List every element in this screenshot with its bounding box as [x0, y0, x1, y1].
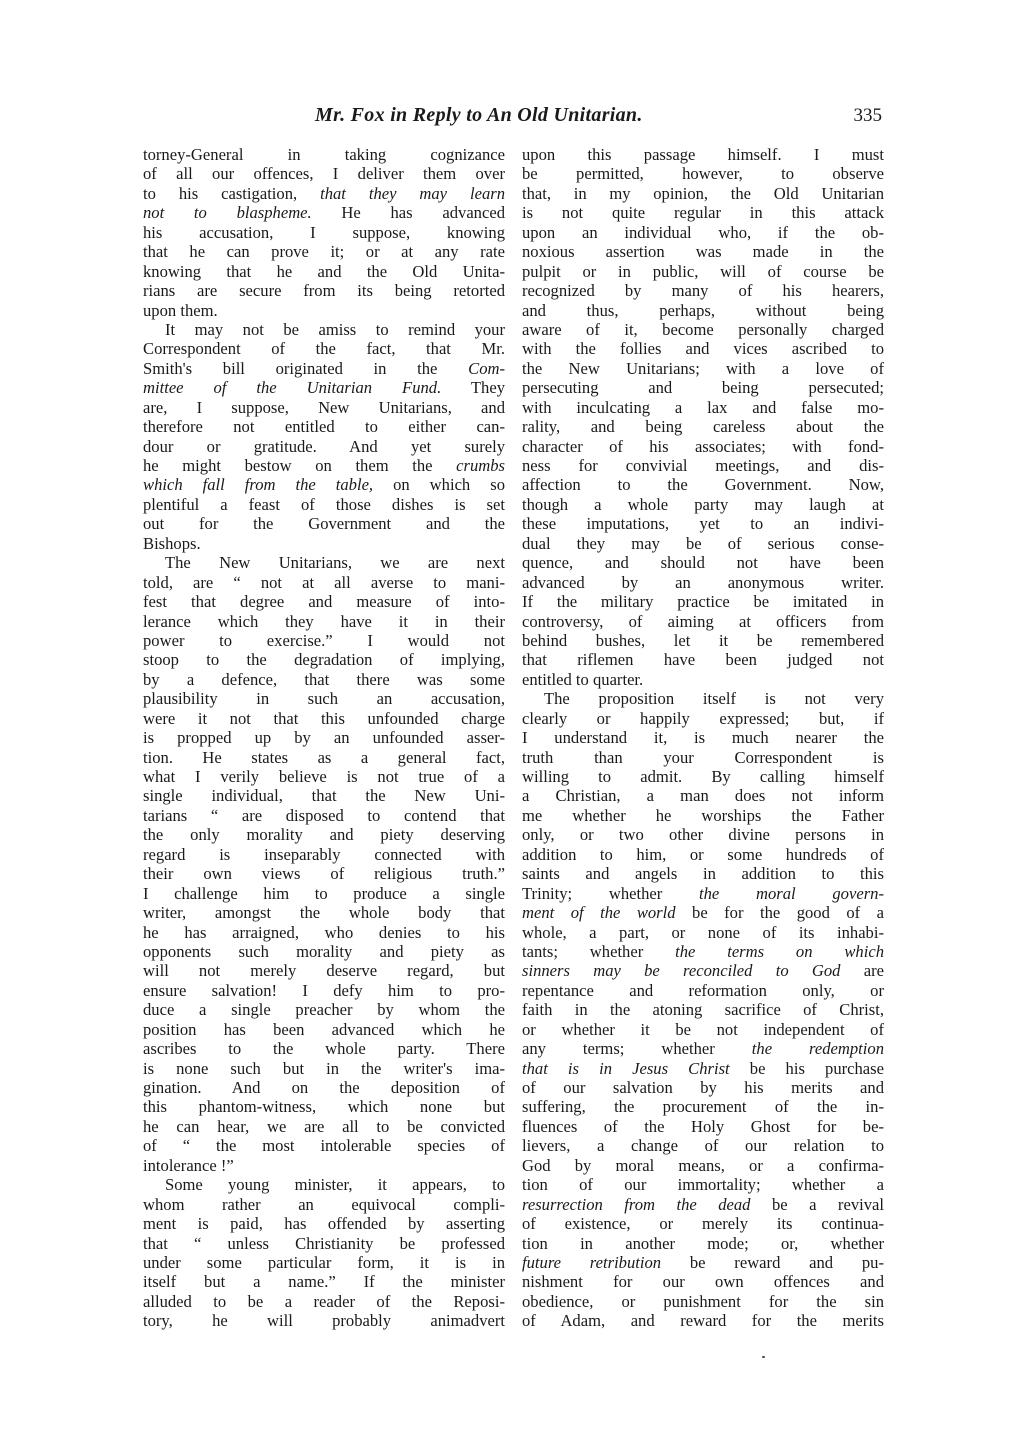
text-run: If the military practice be imitated in: [522, 592, 884, 612]
text-run: under some particular form, it is in: [143, 1252, 505, 1272]
text-line: [522, 475, 884, 494]
text-line: [522, 786, 884, 805]
text-line: [522, 1000, 884, 1019]
text-run: I challenge him to produce a single: [143, 883, 505, 903]
text-line: [522, 1039, 884, 1058]
text-line: [522, 748, 884, 767]
italic-run: that is in Jesus Christ: [522, 1058, 730, 1078]
text-run: rians are secure from its being retorted: [143, 281, 505, 301]
text-line: [143, 378, 505, 397]
text-run: controversy, of aiming at officers from: [522, 611, 884, 631]
text-line: [143, 1136, 505, 1155]
text-run: nishment for our own offences and: [522, 1272, 884, 1292]
text-run: The proposition itself is not very: [544, 689, 884, 709]
text-run: repentance and reformation only, or: [522, 980, 884, 1000]
text-line: [143, 1175, 505, 1194]
text-line: [522, 1272, 884, 1291]
text-run: truth than your Correspondent is: [522, 747, 884, 767]
text-line: [143, 495, 505, 514]
text-line: [522, 534, 884, 553]
text-line: [143, 417, 505, 436]
text-run: is not quite regular in this attack: [522, 203, 884, 223]
italic-run: Com-: [468, 358, 505, 378]
text-line: [522, 398, 884, 417]
text-line: [143, 612, 505, 631]
text-run: plentiful a feast of those dishes is set: [143, 494, 505, 514]
text-line: [143, 1156, 505, 1175]
text-line: [522, 903, 884, 922]
text-run: upon this passage himself. I must: [522, 145, 884, 164]
text-run: It may not be amiss to remind your: [165, 319, 505, 339]
text-line: [143, 456, 505, 475]
text-line: [522, 339, 884, 358]
text-line: [143, 728, 505, 747]
text-run: be reward and pu-: [661, 1252, 884, 1272]
text-run: the only morality and piety deserving: [143, 825, 505, 845]
text-run: by a defence, that there was some: [143, 669, 505, 689]
text-line: [522, 961, 884, 980]
text-run: behind bushes, let it be remembered: [522, 630, 884, 650]
text-run: advanced by an anonymous writer.: [522, 572, 884, 592]
text-run: upon an individual who, if the ob-: [522, 222, 884, 242]
text-run: be a revival: [750, 1194, 884, 1214]
text-run: with inculcating a lax and false mo-: [522, 397, 884, 417]
text-line: [522, 806, 884, 825]
text-line: [143, 1253, 505, 1272]
text-run: whole, a part, or none of its inhabi-: [522, 922, 884, 942]
text-line: [522, 1117, 884, 1136]
text-line: [143, 923, 505, 942]
text-run: of existence, or merely its continua-: [522, 1214, 884, 1234]
text-line: [143, 184, 505, 203]
text-run: out for the Government and the: [143, 514, 505, 534]
text-line: [522, 203, 884, 222]
text-run: is none such but in the writer's ima-: [143, 1058, 505, 1078]
text-line: [522, 359, 884, 378]
text-line: [522, 884, 884, 903]
text-line: [522, 573, 884, 592]
text-line: [522, 612, 884, 631]
italic-run: ment of the world: [522, 903, 676, 923]
italic-run: that they may learn: [320, 183, 505, 203]
text-run: dour or gratitude. And yet surely: [143, 436, 505, 456]
italic-run: not to blaspheme.: [143, 203, 312, 223]
italic-run: crumbs: [456, 456, 505, 475]
text-run: addition to him, or some hundreds of: [522, 844, 884, 864]
text-line: [143, 1078, 505, 1097]
text-line: [522, 184, 884, 203]
text-run: tion of our immortality; whether a: [522, 1175, 884, 1195]
text-run: that he can prove it; or at any rate: [143, 242, 505, 262]
text-run: their own views of religious truth.”: [143, 864, 505, 884]
text-line: [522, 650, 884, 669]
text-line: [522, 825, 884, 844]
text-run: he might bestow on them the: [143, 456, 457, 475]
text-line: [522, 1253, 884, 1272]
text-line: [143, 164, 505, 183]
text-run: Correspondent of the fact, that Mr.: [143, 339, 505, 359]
text-run: or whether it be not independent of: [522, 1019, 884, 1039]
text-line: [522, 1020, 884, 1039]
text-run: quence, and should not have been: [522, 553, 884, 573]
text-run: will not merely deserve regard, but: [143, 961, 505, 981]
text-run: tion in another mode; or, whether: [522, 1233, 884, 1253]
text-line: [143, 1059, 505, 1078]
text-run: fest that degree and measure of into-: [143, 592, 505, 612]
italic-run: the terms on which: [675, 941, 884, 961]
running-title: Mr. Fox in Reply to An Old Unitarian.: [315, 104, 643, 126]
text-line: [143, 1039, 505, 1058]
text-run: the New Unitarians; with a love of: [522, 358, 884, 378]
text-run: clearly or happily expressed; but, if: [522, 708, 884, 728]
text-run: is propped up by an unfounded asser-: [143, 728, 505, 748]
text-run: therefore not entitled to either can-: [143, 417, 505, 437]
text-line: [143, 359, 505, 378]
text-line: [522, 864, 884, 883]
text-line: [522, 1311, 884, 1330]
text-run: of Adam, and reward for the merits: [522, 1311, 884, 1331]
text-run: tarians “ are disposed to contend that: [143, 805, 505, 825]
text-run: were it not that this unfounded charge: [143, 708, 505, 728]
text-line: [143, 553, 505, 572]
text-run: character of his associates; with fond-: [522, 436, 884, 456]
text-line: [522, 592, 884, 611]
text-line: [143, 1195, 505, 1214]
text-run: that riflemen have been judged not: [522, 650, 884, 670]
text-line: [143, 631, 505, 650]
text-run: persecuting and being persecuted;: [522, 378, 884, 398]
text-line: [143, 301, 505, 320]
text-run: Smith's bill originated in the: [143, 358, 469, 378]
text-run: to his castigation,: [143, 183, 321, 203]
text-run: be permitted, however, to observe: [522, 164, 884, 184]
text-run: what I verily believe is not true of a: [143, 767, 505, 786]
text-line: [143, 475, 505, 494]
text-run: noxious assertion was made in the: [522, 242, 884, 262]
text-line: [143, 398, 505, 417]
text-run: of all our offences, I deliver them over: [143, 164, 505, 184]
text-line: [522, 1234, 884, 1253]
text-line: [522, 845, 884, 864]
text-line: [522, 670, 884, 689]
text-run: pulpit or in public, will of course be: [522, 261, 884, 281]
text-run: intolerance !”: [143, 1155, 234, 1175]
text-run: ment is paid, has offended by asserting: [143, 1214, 505, 1234]
italic-run: mittee of the Unitarian Fund.: [143, 378, 442, 398]
text-line: [522, 495, 884, 514]
text-run: opponents such morality and piety as: [143, 941, 505, 961]
page-number: 335: [853, 105, 882, 126]
text-run: alluded to be a reader of the Reposi-: [143, 1291, 505, 1311]
text-line: [522, 242, 884, 261]
text-line: [522, 281, 884, 300]
text-run: rality, and being careless about the: [522, 417, 884, 437]
text-run: God by moral means, or a confirma-: [522, 1155, 884, 1175]
text-run: entitled to quarter.: [522, 669, 644, 689]
text-run: his accusation, I suppose, knowing: [143, 222, 505, 242]
text-line: [522, 378, 884, 397]
text-line: [522, 1097, 884, 1116]
text-line: [143, 320, 505, 339]
text-line: [143, 650, 505, 669]
text-run: he can hear, we are all to be convicted: [143, 1116, 505, 1136]
text-line: [143, 903, 505, 922]
left-text-column: [143, 145, 505, 1331]
text-line: [143, 942, 505, 961]
text-line: [143, 437, 505, 456]
text-line: [522, 1175, 884, 1194]
text-line: [522, 437, 884, 456]
text-run: this phantom-witness, which none but: [143, 1097, 505, 1117]
italic-run: which fall from the table,: [143, 475, 374, 495]
print-speck: [762, 1356, 765, 1358]
text-run: that, in my opinion, the Old Unitarian: [522, 183, 884, 203]
text-line: [522, 923, 884, 942]
text-line: [522, 553, 884, 572]
text-line: [143, 1234, 505, 1253]
text-line: [522, 164, 884, 183]
text-run: ness for convivial meetings, and dis-: [522, 456, 884, 475]
italic-run: future retribution: [522, 1252, 662, 1272]
text-run: suffering, the procurement of the in-: [522, 1097, 884, 1117]
text-line: [522, 456, 884, 475]
text-run: fluences of the Holy Ghost for be-: [522, 1116, 884, 1136]
text-run: writer, amongst the whole body that: [143, 903, 505, 923]
text-run: faith in the atoning sacrifice of Christ,: [522, 1000, 884, 1020]
text-run: be for the good of a: [675, 903, 884, 923]
italic-run: the moral govern-: [699, 883, 884, 903]
text-run: power to exercise.” I would not: [143, 630, 505, 650]
text-run: gination. And on the deposition of: [143, 1078, 505, 1097]
text-line: [143, 806, 505, 825]
text-run: told, are “ not at all averse to mani-: [143, 572, 505, 592]
text-run: Bishops.: [143, 533, 201, 553]
text-line: [143, 748, 505, 767]
text-run: position has been advanced which he: [143, 1019, 505, 1039]
text-line: [143, 767, 505, 786]
text-run: I understand it, is much nearer the: [522, 728, 884, 748]
text-line: [522, 1292, 884, 1311]
italic-run: the redemption: [751, 1039, 884, 1059]
text-line: [143, 573, 505, 592]
text-run: that “ unless Christianity be professed: [143, 1233, 505, 1253]
text-line: [522, 1136, 884, 1155]
text-run: though a whole party may laugh at: [522, 494, 884, 514]
text-line: [143, 1311, 505, 1330]
text-line: [143, 1000, 505, 1019]
text-line: [522, 320, 884, 339]
text-line: [143, 242, 505, 261]
text-run: with the follies and vices ascribed to: [522, 339, 884, 359]
text-line: [143, 339, 505, 358]
text-line: [522, 1156, 884, 1175]
text-line: [143, 281, 505, 300]
text-line: [522, 301, 884, 320]
text-line: [522, 1078, 884, 1097]
text-run: He has advanced: [311, 203, 505, 223]
text-run: these imputations, yet to an indivi-: [522, 514, 884, 534]
text-run: torney-General in taking cognizance: [143, 145, 505, 164]
text-line: [143, 534, 505, 553]
text-run: me whether he worships the Father: [522, 805, 884, 825]
right-text-column: [522, 145, 884, 1331]
text-run: knowing that he and the Old Unita-: [143, 261, 505, 281]
text-run: of “ the most intolerable species of: [143, 1136, 505, 1156]
text-line: [143, 670, 505, 689]
text-line: [522, 223, 884, 242]
text-run: saints and angels in addition to this: [522, 864, 884, 884]
text-line: [143, 1097, 505, 1116]
text-line: [143, 1292, 505, 1311]
text-run: tants; whether: [522, 941, 676, 961]
italic-run: resurrection from the dead: [522, 1194, 751, 1214]
text-line: [143, 1117, 505, 1136]
text-run: of our salvation by his merits and: [522, 1078, 884, 1097]
text-run: Trinity; whether: [522, 883, 700, 903]
text-run: dual they may be of serious conse-: [522, 533, 884, 553]
text-line: [143, 1214, 505, 1233]
text-line: [522, 514, 884, 533]
text-line: [522, 417, 884, 436]
text-line: [143, 884, 505, 903]
text-line: [522, 1059, 884, 1078]
text-run: They: [441, 378, 505, 398]
text-line: [522, 631, 884, 650]
text-line: [143, 203, 505, 222]
text-run: ascribes to the whole party. There: [143, 1039, 505, 1059]
text-line: [143, 223, 505, 242]
text-run: be his purchase: [729, 1058, 884, 1078]
text-run: aware of it, become personally charged: [522, 319, 884, 339]
text-line: [143, 145, 505, 164]
text-line: [522, 767, 884, 786]
text-line: [143, 689, 505, 708]
text-run: The New Unitarians, we are next: [165, 553, 505, 573]
text-line: [522, 1214, 884, 1233]
text-line: [143, 592, 505, 611]
text-run: upon them.: [143, 300, 218, 320]
text-run: willing to admit. By calling himself: [522, 767, 884, 786]
italic-run: sinners may be reconciled to God: [522, 961, 841, 981]
text-line: [143, 845, 505, 864]
text-run: regard is inseparably connected with: [143, 844, 505, 864]
text-run: a Christian, a man does not inform: [522, 786, 884, 806]
text-line: [143, 864, 505, 883]
text-run: single individual, that the New Uni-: [143, 786, 505, 806]
text-run: duce a single preacher by whom the: [143, 1000, 505, 1020]
text-run: on which so: [373, 475, 505, 495]
text-line: [522, 1195, 884, 1214]
text-line: [143, 786, 505, 805]
text-line: [522, 728, 884, 747]
text-line: [143, 1020, 505, 1039]
text-run: stoop to the degradation of implying,: [143, 650, 505, 670]
text-run: are: [840, 961, 884, 981]
text-line: [143, 961, 505, 980]
text-line: [143, 709, 505, 728]
text-run: only, or two other divine persons in: [522, 825, 884, 845]
text-run: obedience, or punishment for the sin: [522, 1291, 884, 1311]
text-run: lievers, a change of our relation to: [522, 1136, 884, 1156]
text-line: [522, 981, 884, 1000]
text-line: [522, 709, 884, 728]
text-line: [143, 1272, 505, 1291]
text-line: [522, 262, 884, 281]
text-line: [143, 514, 505, 533]
text-run: whom rather an equivocal compli-: [143, 1194, 505, 1214]
text-line: [522, 689, 884, 708]
text-run: and thus, perhaps, without being: [522, 300, 884, 320]
running-head: [140, 104, 888, 134]
text-run: he has arraigned, who denies to his: [143, 922, 505, 942]
text-run: are, I suppose, New Unitarians, and: [143, 397, 505, 417]
text-line: [522, 942, 884, 961]
text-line: [143, 825, 505, 844]
text-run: ensure salvation! I defy him to pro-: [143, 980, 505, 1000]
text-line: [143, 262, 505, 281]
text-run: any terms; whether: [522, 1039, 752, 1059]
text-run: tory, he will probably animadvert: [143, 1311, 505, 1331]
text-run: itself but a name.” If the minister: [143, 1272, 505, 1292]
text-run: plausibility in such an accusation,: [143, 689, 505, 709]
text-line: [143, 981, 505, 1000]
text-line: [522, 145, 884, 164]
text-run: Some young minister, it appears, to: [165, 1175, 505, 1195]
text-run: recognized by many of his hearers,: [522, 281, 884, 301]
text-run: lerance which they have it in their: [143, 611, 505, 631]
text-run: tion. He states as a general fact,: [143, 747, 505, 767]
text-run: affection to the Government. Now,: [522, 475, 884, 495]
